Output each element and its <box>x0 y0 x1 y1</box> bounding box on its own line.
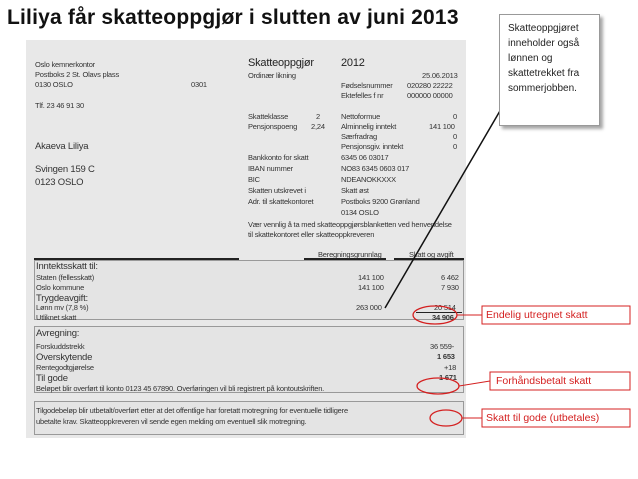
refund-label: Til gode <box>36 373 68 384</box>
explanation-note <box>499 14 600 126</box>
net-wealth-label: Nettoformue <box>341 112 381 121</box>
net-wealth-value: 0 <box>453 112 457 121</box>
state-tax-label: Staten (fellesskatt) <box>36 273 95 282</box>
issued-by-label: Skatten utskrevet i <box>248 186 306 195</box>
calculated-tax-circle <box>413 306 457 324</box>
note-line: Skatteoppgjøret <box>508 23 579 34</box>
assessment-type: Ordinær likning <box>248 71 296 80</box>
bic-label: BIC <box>248 175 260 184</box>
tax-office-label: Adr. til skattekontoret <box>248 197 314 206</box>
assessed-tax-value: 34 906 <box>432 313 454 322</box>
spouse-number-label: Ektefelles f nr <box>341 91 384 100</box>
refund-callout: Skatt til gode (utbetales) <box>486 412 600 424</box>
prepaid-value: 36 559- <box>430 342 455 351</box>
tax-office-address: Postboks 9200 Grønland <box>341 197 420 206</box>
note-line: skattetrekket fra <box>508 68 580 79</box>
office-postcode: 0130 OSLO <box>35 80 73 89</box>
tax-column-header: Skatt og avgift <box>409 250 454 259</box>
wage-fee-basis: 263 000 <box>356 303 382 312</box>
pension-points-label: Pensjonspoeng <box>248 122 298 131</box>
municipality-tax-basis: 141 100 <box>358 283 384 292</box>
prepaid-tax-callout: Forhåndsbetalt skatt <box>496 375 592 387</box>
instruction-line-2: til skattekontoret eller skatteoppkreveren <box>248 230 375 239</box>
wage-fee-label: Lønn mv (7,8 %) <box>36 303 89 312</box>
document-year: 2012 <box>341 57 365 69</box>
general-income-value: 141 100 <box>429 122 455 131</box>
special-deduction-label: Særfradrag <box>341 132 377 141</box>
refund-value: 1 671 <box>439 373 457 382</box>
social-security-heading: Trygdeavgift: <box>36 293 88 304</box>
note-line: inneholder også <box>508 38 580 49</box>
footer-line-1: Tilgodebeløp blir utbetalt/overført etter at det offentlige har foretatt motregning for eventuelle tidligere <box>36 406 348 415</box>
spouse-number-value: 000000 00000 <box>407 91 453 100</box>
note-line: sommerjobben. <box>508 83 577 94</box>
municipality-tax-label: Oslo kommune <box>36 283 85 292</box>
special-deduction-value: 0 <box>453 132 457 141</box>
tax-class-value: 2 <box>316 112 320 121</box>
municipality-tax-amount: 7 930 <box>441 283 459 292</box>
calculated-tax-callout: Endelig utregnet skatt <box>486 309 588 321</box>
refund-circle <box>430 410 462 426</box>
general-income-label: Alminnelig inntekt <box>341 122 397 131</box>
bic-value: NDEANOKKXXX <box>341 175 396 184</box>
wage-fee-amount: 20 514 <box>434 303 456 312</box>
footer-line-2: ubetalte krav. Skatteoppkreveren vil sende egen melding om eventuell slik motregning. <box>36 417 307 426</box>
municipality-code: 0301 <box>191 80 207 89</box>
page-title: Liliya får skatteoppgjør i slutten av juni 2013 <box>7 6 459 29</box>
prepaid-label: Forskuddstrekk <box>36 342 85 351</box>
pension-points-value: 2,24 <box>311 122 325 131</box>
office-phone: Tlf. 23 46 91 30 <box>35 101 84 110</box>
iban-value: NO83 6345 0603 017 <box>341 164 410 173</box>
settlement-heading: Avregning: <box>36 328 80 339</box>
bank-account-label: Bankkonto for skatt <box>248 153 309 162</box>
taxpayer-street: Svingen 159 C <box>35 164 95 175</box>
tax-office-postcode: 0134 OSLO <box>341 208 379 217</box>
interest-value: +18 <box>444 363 457 372</box>
office-address: Postboks 2 St. Olavs plass <box>35 70 120 79</box>
issued-by-value: Skatt øst <box>341 186 369 195</box>
interest-label: Rentegodtgjørelse <box>36 363 94 372</box>
office-name: Oslo kemnerkontor <box>35 60 95 69</box>
excess-label: Overskytende <box>36 352 93 363</box>
assessed-tax-label: Utliknet skatt <box>36 313 77 322</box>
prepaid-tax-circle <box>417 378 459 394</box>
excess-value: 1 653 <box>437 352 455 361</box>
note-line: lønnen og <box>508 53 553 64</box>
note-pointer-line <box>385 104 504 308</box>
document-heading: Skatteoppgjør <box>248 57 314 69</box>
taxpayer-name: Akaeva Liliya <box>35 141 89 152</box>
birth-number-value: 020280 22222 <box>407 81 453 90</box>
prepaid-tax-connector <box>459 381 490 386</box>
taxpayer-city: 0123 OSLO <box>35 177 84 188</box>
state-tax-basis: 141 100 <box>358 273 384 282</box>
pension-income-value: 0 <box>453 142 457 151</box>
income-tax-heading: Inntektsskatt til: <box>36 261 98 272</box>
transfer-text: Beløpet blir overført til konto 0123 45 67890. Overføringen vil bli registrert på kontoutskriften. <box>36 384 325 393</box>
state-tax-amount: 6 462 <box>441 273 459 282</box>
document-date: 25.06.2013 <box>422 71 458 80</box>
instruction-line-1: Vær vennlig å ta med skatteoppgjørsblanketten ved henvendelse <box>248 220 452 229</box>
pension-income-label: Pensjonsgiv. inntekt <box>341 142 404 151</box>
iban-label: IBAN nummer <box>248 164 293 173</box>
bank-account-value: 6345 06 03017 <box>341 153 389 162</box>
basis-column-header: Beregningsgrunnlag <box>318 250 382 259</box>
birth-number-label: Fødselsnummer <box>341 81 393 90</box>
tax-class-label: Skatteklasse <box>248 112 289 121</box>
